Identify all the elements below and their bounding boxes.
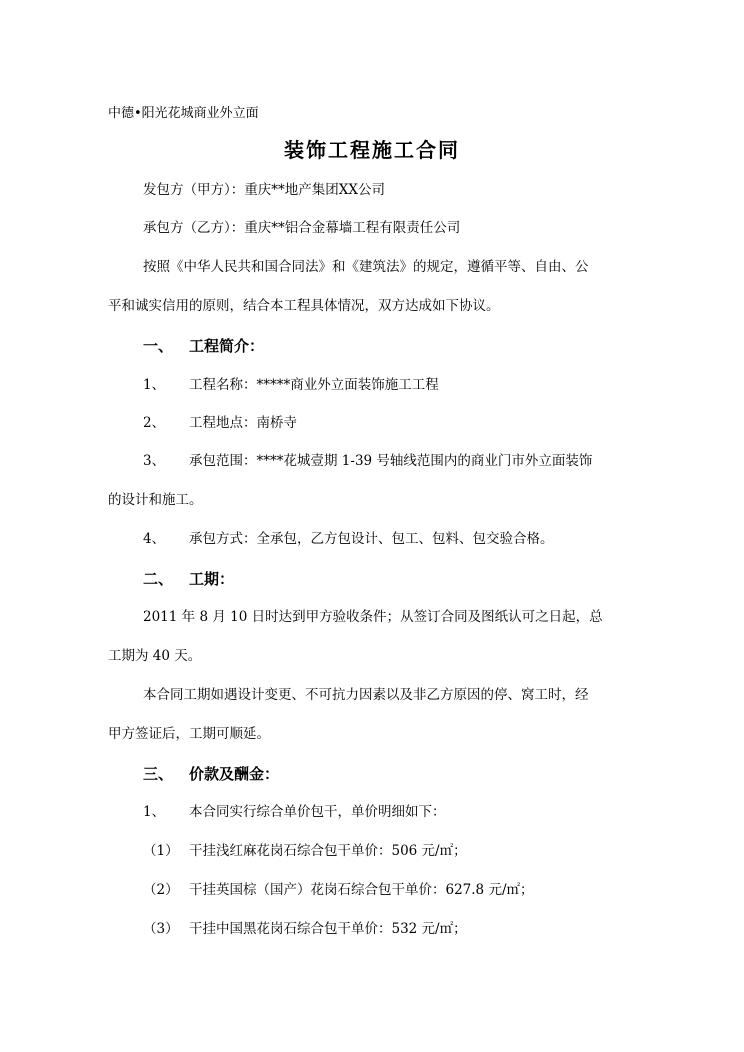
list-item-number: 3、 bbox=[143, 453, 166, 469]
list-item-text: 承包范围：****花城壹期 1-39 号轴线范围内的商业门市外立面装饰 bbox=[189, 453, 593, 469]
section-2-title: 工期： bbox=[189, 570, 235, 588]
price-item bbox=[143, 917, 467, 937]
price-item bbox=[143, 839, 467, 859]
contract-title: 装饰工程施工合同 bbox=[284, 138, 460, 162]
price-item-text: 干挂中国黑花岗石综合包干单价：532 元/㎡； bbox=[189, 921, 467, 937]
extension-line-2: 甲方签证后，工期可顺延。 bbox=[108, 726, 270, 742]
section-2-number: 二、 bbox=[143, 570, 174, 588]
list-item-number: 1、 bbox=[143, 804, 166, 820]
list-item-number: 1、 bbox=[143, 377, 166, 393]
list-item-text: 工程名称：*****商业外立面装饰施工工程 bbox=[189, 377, 439, 393]
section-1-heading bbox=[143, 335, 264, 356]
schedule-line-2: 工期为 40 天。 bbox=[108, 648, 202, 664]
party-b: 承包方（乙方）：重庆**铝合金幕墙工程有限责任公司 bbox=[143, 220, 461, 236]
section-3-number: 三、 bbox=[143, 765, 174, 783]
extension-line-1: 本合同工期如遇设计变更、不可抗力因素以及非乙方原因的停、窝工时，经 bbox=[143, 687, 589, 703]
list-item-text: 工程地点：南桥寺 bbox=[189, 415, 297, 431]
list-item bbox=[143, 800, 446, 820]
price-item-number: （2） bbox=[143, 882, 179, 898]
list-item bbox=[143, 373, 439, 393]
list-item-number: 2、 bbox=[143, 415, 166, 431]
list-item-text: 本合同实行综合单价包干，单价明细如下： bbox=[189, 804, 446, 820]
list-item bbox=[143, 411, 297, 431]
section-3-title: 价款及酬金： bbox=[189, 765, 280, 783]
section-1-title: 工程简介： bbox=[189, 337, 265, 355]
intro-line-2: 平和诚实信用的原则，结合本工程具体情况，双方达成如下协议。 bbox=[108, 298, 500, 314]
list-item bbox=[143, 449, 592, 469]
list-item-number: 4、 bbox=[143, 531, 166, 547]
schedule-line-1: 2011 年 8 月 10 日时达到甲方验收条件；从签订合同及图纸认可之日起，总 bbox=[143, 609, 603, 625]
section-3-heading bbox=[143, 763, 279, 784]
price-item-number: （1） bbox=[143, 843, 179, 859]
section-2-heading bbox=[143, 568, 234, 589]
list-item-continuation: 的设计和施工。 bbox=[108, 492, 203, 508]
intro-line-1: 按照《中华人民共和国合同法》和《建筑法》的规定，遵循平等、自由、公 bbox=[143, 259, 589, 275]
price-item bbox=[143, 878, 534, 898]
document-header: 中德•阳光花城商业外立面 bbox=[108, 106, 259, 121]
price-item-number: （3） bbox=[143, 921, 179, 937]
list-item bbox=[143, 527, 554, 547]
price-item-text: 干挂浅红麻花岗石综合包干单价：506 元/㎡； bbox=[189, 843, 467, 859]
section-1-number: 一、 bbox=[143, 337, 174, 355]
list-item-text: 承包方式：全承包，乙方包设计、包工、包料、包交验合格。 bbox=[189, 531, 554, 547]
price-item-text: 干挂英国棕（国产）花岗石综合包干单价：627.8 元/㎡； bbox=[189, 882, 534, 898]
party-a: 发包方（甲方）：重庆**地产集团XX公司 bbox=[143, 182, 385, 198]
